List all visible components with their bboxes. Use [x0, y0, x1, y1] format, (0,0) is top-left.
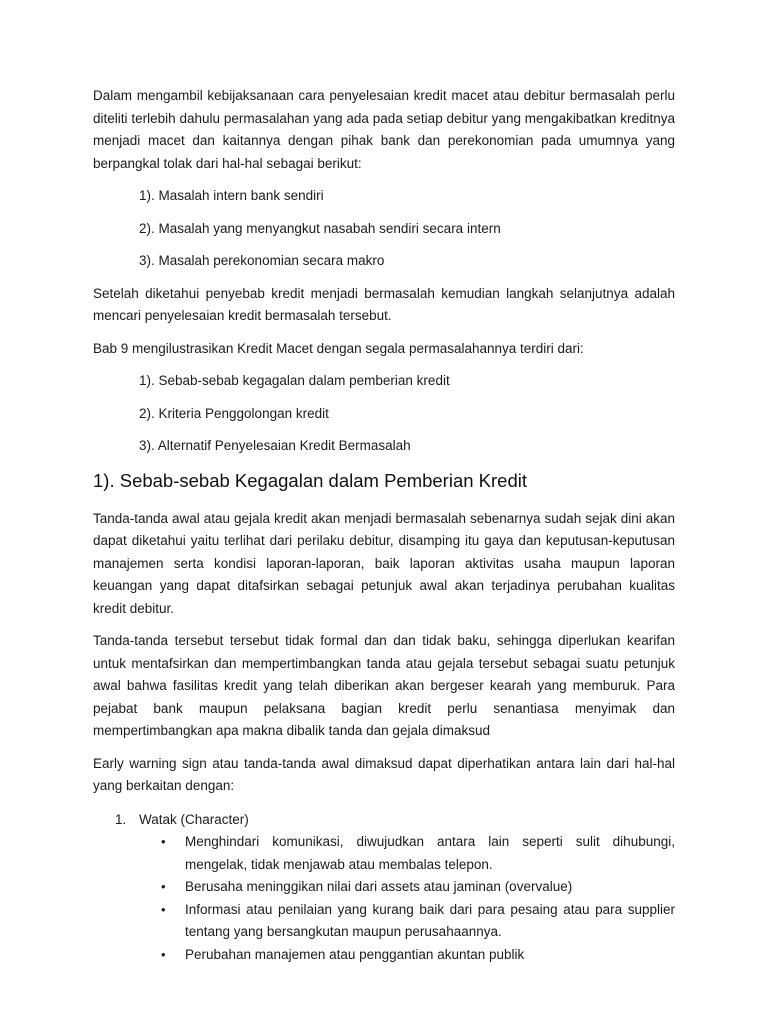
bullet-icon: •: [161, 901, 166, 917]
numbered-item: [115, 809, 675, 832]
chapter-paragraph: Bab 9 mengilustrasikan Kredit Macet dengan segala permasalahannya terdiri dari:: [93, 340, 584, 356]
list-item: 3). Alternatif Penyelesaian Kredit Bermasalah: [139, 438, 411, 453]
intro-list: [93, 185, 675, 273]
chapter-list: [93, 370, 675, 458]
bullet-list: [115, 831, 675, 966]
item-title: Watak (Character): [139, 811, 249, 827]
document-page: [93, 85, 675, 966]
list-item: 2). Masalah yang menyangkut nasabah sendiri secara intern: [139, 220, 501, 236]
item-number: 1.: [115, 811, 127, 827]
section-paragraph-3: Early warning sign atau tanda-tanda awal dimaksud dapat diperhatikan antara lain dari hal-hal yang berkaitan dengan:: [93, 755, 675, 793]
bullet-text: Berusaha meninggikan nilai dari assets atau jaminan (overvalue): [185, 879, 573, 894]
intro-paragraph: Dalam mengambil kebijaksanaan cara penyelesaian kredit macet atau debitur bermasalah perlu diteliti terlebih dahulu permasalahan yang ada pada setiap debitur yang mengakibatkan kreditnya menjadi macet dan kaitannya dengan pihak bank dan perekonomian pada umumnya yang berpangkal tolak dari hal-hal sebagai berikut:: [93, 88, 675, 171]
bullet-text: Informasi atau penilaian yang kurang baik dari para pesaing atau para supplier tentang yang bersangkutan maupun perusahaannya.: [185, 901, 675, 939]
section-heading: 1). Sebab-sebab Kegagalan dalam Pemberian Kredit: [93, 469, 528, 491]
bullet-item: [161, 899, 675, 944]
bullet-item: [161, 831, 675, 876]
bullet-icon: •: [161, 879, 166, 894]
after-intro-paragraph: Setelah diketahui penyebab kredit menjadi bermasalah kemudian langkah selanjutnya adalah mencari penyelesaian kredit bermasalah tersebut.: [93, 285, 675, 323]
list-item: 2). Kriteria Penggolongan kredit: [139, 405, 329, 421]
bullet-icon: •: [161, 946, 166, 962]
bullet-text: Perubahan manajemen atau penggantian akuntan publik: [185, 946, 525, 962]
numbered-list: [93, 809, 675, 967]
list-item: 1). Sebab-sebab kegagalan dalam pemberian kredit: [139, 373, 450, 388]
bullet-item: [161, 944, 675, 967]
list-item: 3). Masalah perekonomian secara makro: [139, 253, 385, 268]
section-paragraph-2: Tanda-tanda tersebut tersebut tidak formal dan dan tidak baku, sehingga diperlukan kearifan untuk mentafsirkan dan mempertimbangkan tanda atau gejala tersebut sebagai suatu petunjuk awal bahwa fasilitas kredit yang telah diberikan akan bergeser kearah yang memburuk. Para pejabat bank maupun pelaksana bagian kredit perlu senantiasa menyimak dan mempertimbangkan apa makna dibalik tanda dan gejala dimaksud: [93, 633, 675, 738]
bullet-text: Menghindari komunikasi, diwujudkan antara lain seperti sulit dihubungi, mengelak, tidak menjawab atau membalas telepon.: [185, 834, 675, 872]
bullet-item: [161, 876, 675, 899]
bullet-icon: •: [161, 834, 166, 849]
list-item: 1). Masalah intern bank sendiri: [139, 188, 324, 203]
section-paragraph-1: Tanda-tanda awal atau gejala kredit akan menjadi bermasalah sebenarnya sudah sejak dini akan dapat diketahui yaitu terlihat dari perilaku debitur, disamping itu gaya dan keputusan-keputusan manajemen serta kondisi laporan-laporan, baik laporan aktivitas usaha maupun laporan keuangan yang dapat ditafsirkan sebagai petunjuk awal akan terjadinya perubahan kualitas kredit debitur.: [93, 510, 675, 616]
